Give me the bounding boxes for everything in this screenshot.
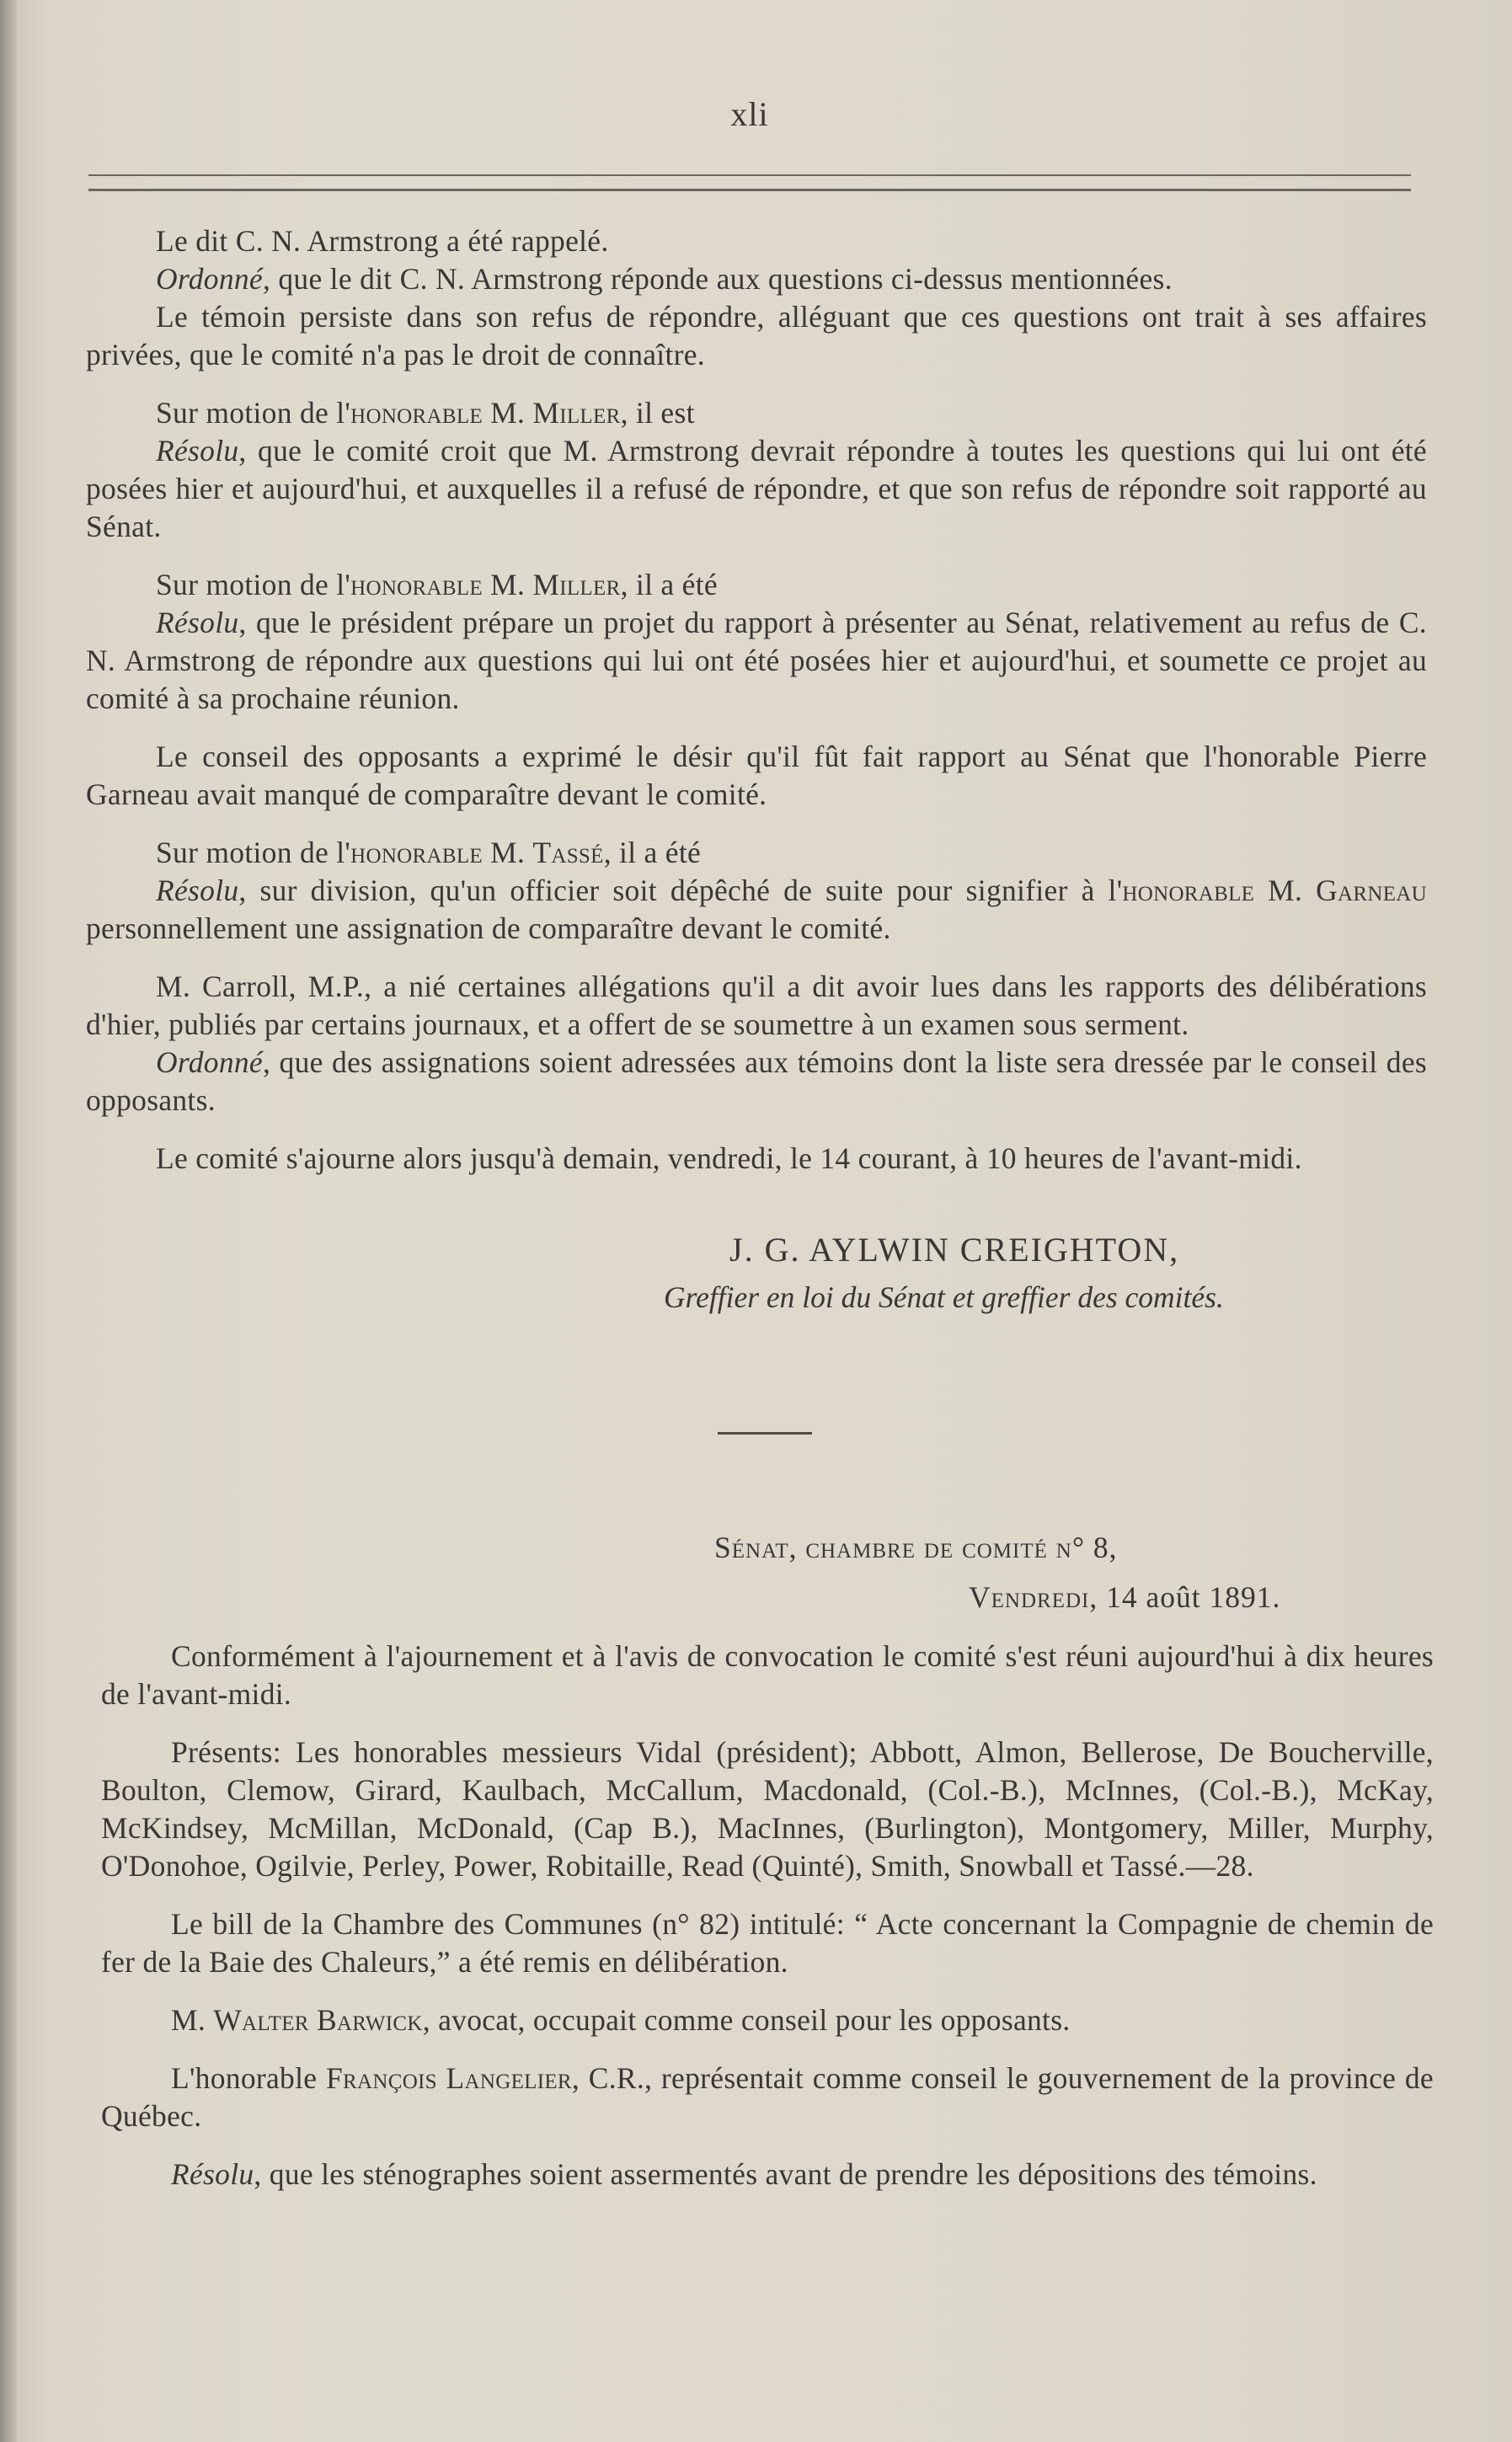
small-caps-text: Garneau	[1316, 874, 1427, 907]
text-run: M.	[482, 836, 533, 869]
paragraph	[101, 2001, 1434, 2039]
text-run: M.	[1254, 874, 1317, 907]
text-run: , que le dit C. N. Armstrong réponde aux questions ci-dessus mentionnées.	[263, 262, 1173, 296]
text-run: ° 8,	[1071, 1531, 1118, 1564]
page-number: xli	[730, 95, 769, 133]
text-run: Sur motion de l'	[156, 836, 351, 869]
minutes-text-part2	[101, 1638, 1434, 2194]
minutes-text-part1	[86, 222, 1427, 1178]
text-run: M.	[171, 2003, 214, 2037]
paragraph	[86, 298, 1427, 374]
text-run: Sur motion de l'	[156, 396, 351, 430]
paragraph-spacing	[101, 1885, 1434, 1905]
text-run: Conformément à l'ajournement et à l'avis de convocation le comité s'est réuni aujourd'hui à dix heures de l'avant-midi.	[101, 1639, 1434, 1711]
small-caps-text: honorable	[350, 396, 483, 430]
text-run: , que les sténographes soient assermentés avant de prendre les dépositions des témoins.	[254, 2157, 1317, 2191]
italic-text: Résolu	[156, 434, 239, 468]
section-divider	[718, 1432, 812, 1435]
text-run: , avocat, occupait comme conseil pour les opposants.	[422, 2003, 1071, 2037]
small-caps-text: honorable	[350, 568, 483, 601]
text-run: , il est	[620, 396, 695, 430]
text-run: M.	[482, 396, 533, 430]
text-run: Le bill de la Chambre des Communes (n° 82) intitulé: “ Acte concernant la Compagnie de chemin de fer de la Baie des Chaleurs,” a été remis en délibération.	[101, 1907, 1434, 1979]
small-caps-text: Vendredi	[969, 1580, 1090, 1614]
text-run: , 14 août 1891.	[1089, 1580, 1281, 1614]
text-run: Le dit C. N. Armstrong a été rappelé.	[156, 224, 609, 258]
text-run: Présents: Les honorables messieurs Vidal (président); Abbott, Almon, Bellerose, De Boucherville, Boulton, Clemow, Girard, Kaulbach, McCallum, Macdonald, (Col.-B.), McInnes, (Col.-B.), McKay, McKindsey, McMillan, McDonald, (Cap B.), MacInnes, (Burlington), Montgomery, Miller, Murphy, O'Donohoe, Ogilvie, Perley, Power, Robitaille, Read (Quinté), Smith, Snowball et Tassé.—28.	[101, 1735, 1434, 1883]
paragraph	[101, 2060, 1434, 2135]
text-run: , sur division, qu'un officier soit dépêché de suite pour signifier à l'	[238, 874, 1123, 907]
text-run: M.	[482, 568, 533, 601]
small-caps-text: honorable	[350, 836, 483, 869]
header-rule	[88, 174, 1411, 176]
italic-text: Résolu	[171, 2157, 254, 2191]
text-run: L'honorable	[171, 2061, 326, 2095]
paragraph-spacing	[86, 718, 1427, 738]
paragraph	[86, 432, 1427, 546]
paragraph-spacing	[86, 814, 1427, 834]
paragraph-spacing	[101, 1981, 1434, 2001]
small-caps-text: Walter Barwick	[213, 2003, 423, 2037]
paragraph-spacing	[86, 948, 1427, 968]
paragraph	[86, 1044, 1427, 1119]
session-place	[714, 1530, 1118, 1565]
paragraph	[86, 872, 1427, 948]
italic-text: Ordonné	[156, 1045, 263, 1079]
small-caps-text: Miller	[532, 396, 621, 430]
italic-text: Résolu	[156, 874, 239, 907]
paragraph-spacing	[101, 2039, 1434, 2060]
paragraph	[86, 566, 1427, 604]
small-caps-text: François Langelier	[326, 2061, 572, 2095]
paragraph	[101, 2156, 1434, 2194]
text-run: , il a été	[603, 836, 702, 869]
small-caps-text: Miller	[532, 568, 621, 601]
paragraph-spacing	[101, 1713, 1434, 1734]
paragraph	[86, 1140, 1427, 1178]
clerk-signature-name: J. G. AYLWIN CREIGHTON,	[729, 1231, 1180, 1269]
paragraph	[86, 394, 1427, 432]
text-run: M. Carroll, M.P., a nié certaines allégations qu'il a dit avoir lues dans les rapports des délibérations d'hier, publiés par certains journaux, et a offert de se soumettre à un examen sous serment.	[86, 970, 1427, 1041]
paragraph	[101, 1638, 1434, 1713]
small-caps-text: honorable	[1122, 874, 1255, 907]
italic-text: Résolu	[156, 606, 239, 639]
text-run: personnellement une assignation de comparaître devant le comité.	[86, 911, 891, 945]
paragraph-spacing	[86, 1119, 1427, 1140]
paragraph	[86, 834, 1427, 872]
text-run: , que des assignations soient adressées aux témoins dont la liste sera dressée par le conseil des opposants.	[86, 1045, 1427, 1117]
small-caps-text: Sénat, chambre de comité	[714, 1531, 1048, 1564]
paragraph	[86, 222, 1427, 260]
paragraph	[86, 260, 1427, 298]
text-run: , que le président prépare un projet du rapport à présenter au Sénat, relativement au refus de C. N. Armstrong de répondre aux questions qui lui ont été posées hier et aujourd'hui, et soumette ce projet au comité à sa prochaine réunion.	[86, 606, 1427, 715]
text-run: Sur motion de l'	[156, 568, 351, 601]
text-run: Le témoin persiste dans son refus de répondre, alléguant que ces questions ont trait à ses affaires privées, que le comité n'a pas le droit de connaître.	[86, 300, 1427, 371]
clerk-signature-title: Greffier en loi du Sénat et greffier des comités.	[664, 1280, 1224, 1314]
session-date	[969, 1579, 1280, 1615]
text-run: Le conseil des opposants a exprimé le désir qu'il fût fait rapport au Sénat que l'honorable Pierre Garneau avait manqué de comparaître devant le comité.	[86, 740, 1427, 811]
text-run: Le comité s'ajourne alors jusqu'à demain, vendredi, le 14 courant, à 10 heures de l'avant-midi.	[156, 1141, 1302, 1175]
text-run: , C.R., représentait comme conseil le gouvernement de la province de Québec.	[101, 2061, 1434, 2133]
header-rule-double	[88, 189, 1411, 191]
paragraph-spacing	[86, 546, 1427, 566]
paragraph	[101, 1734, 1434, 1885]
small-caps-text: n	[1047, 1531, 1072, 1564]
text-run: , que le comité croit que M. Armstrong devrait répondre à toutes les questions qui lui ont été posées hier et aujourd'hui, et auxquelles il a refusé de répondre, et que son refus de répondre soit rapporté au Sénat.	[86, 434, 1427, 543]
paragraph	[86, 738, 1427, 814]
paragraph-spacing	[101, 2135, 1434, 2156]
small-caps-text: Tassé	[532, 836, 604, 869]
paragraph	[86, 604, 1427, 718]
paragraph-spacing	[86, 374, 1427, 394]
paragraph	[86, 968, 1427, 1044]
paragraph	[101, 1905, 1434, 1981]
italic-text: Ordonné	[156, 262, 263, 296]
binding-edge	[0, 0, 17, 2442]
text-run: , il a été	[620, 568, 718, 601]
